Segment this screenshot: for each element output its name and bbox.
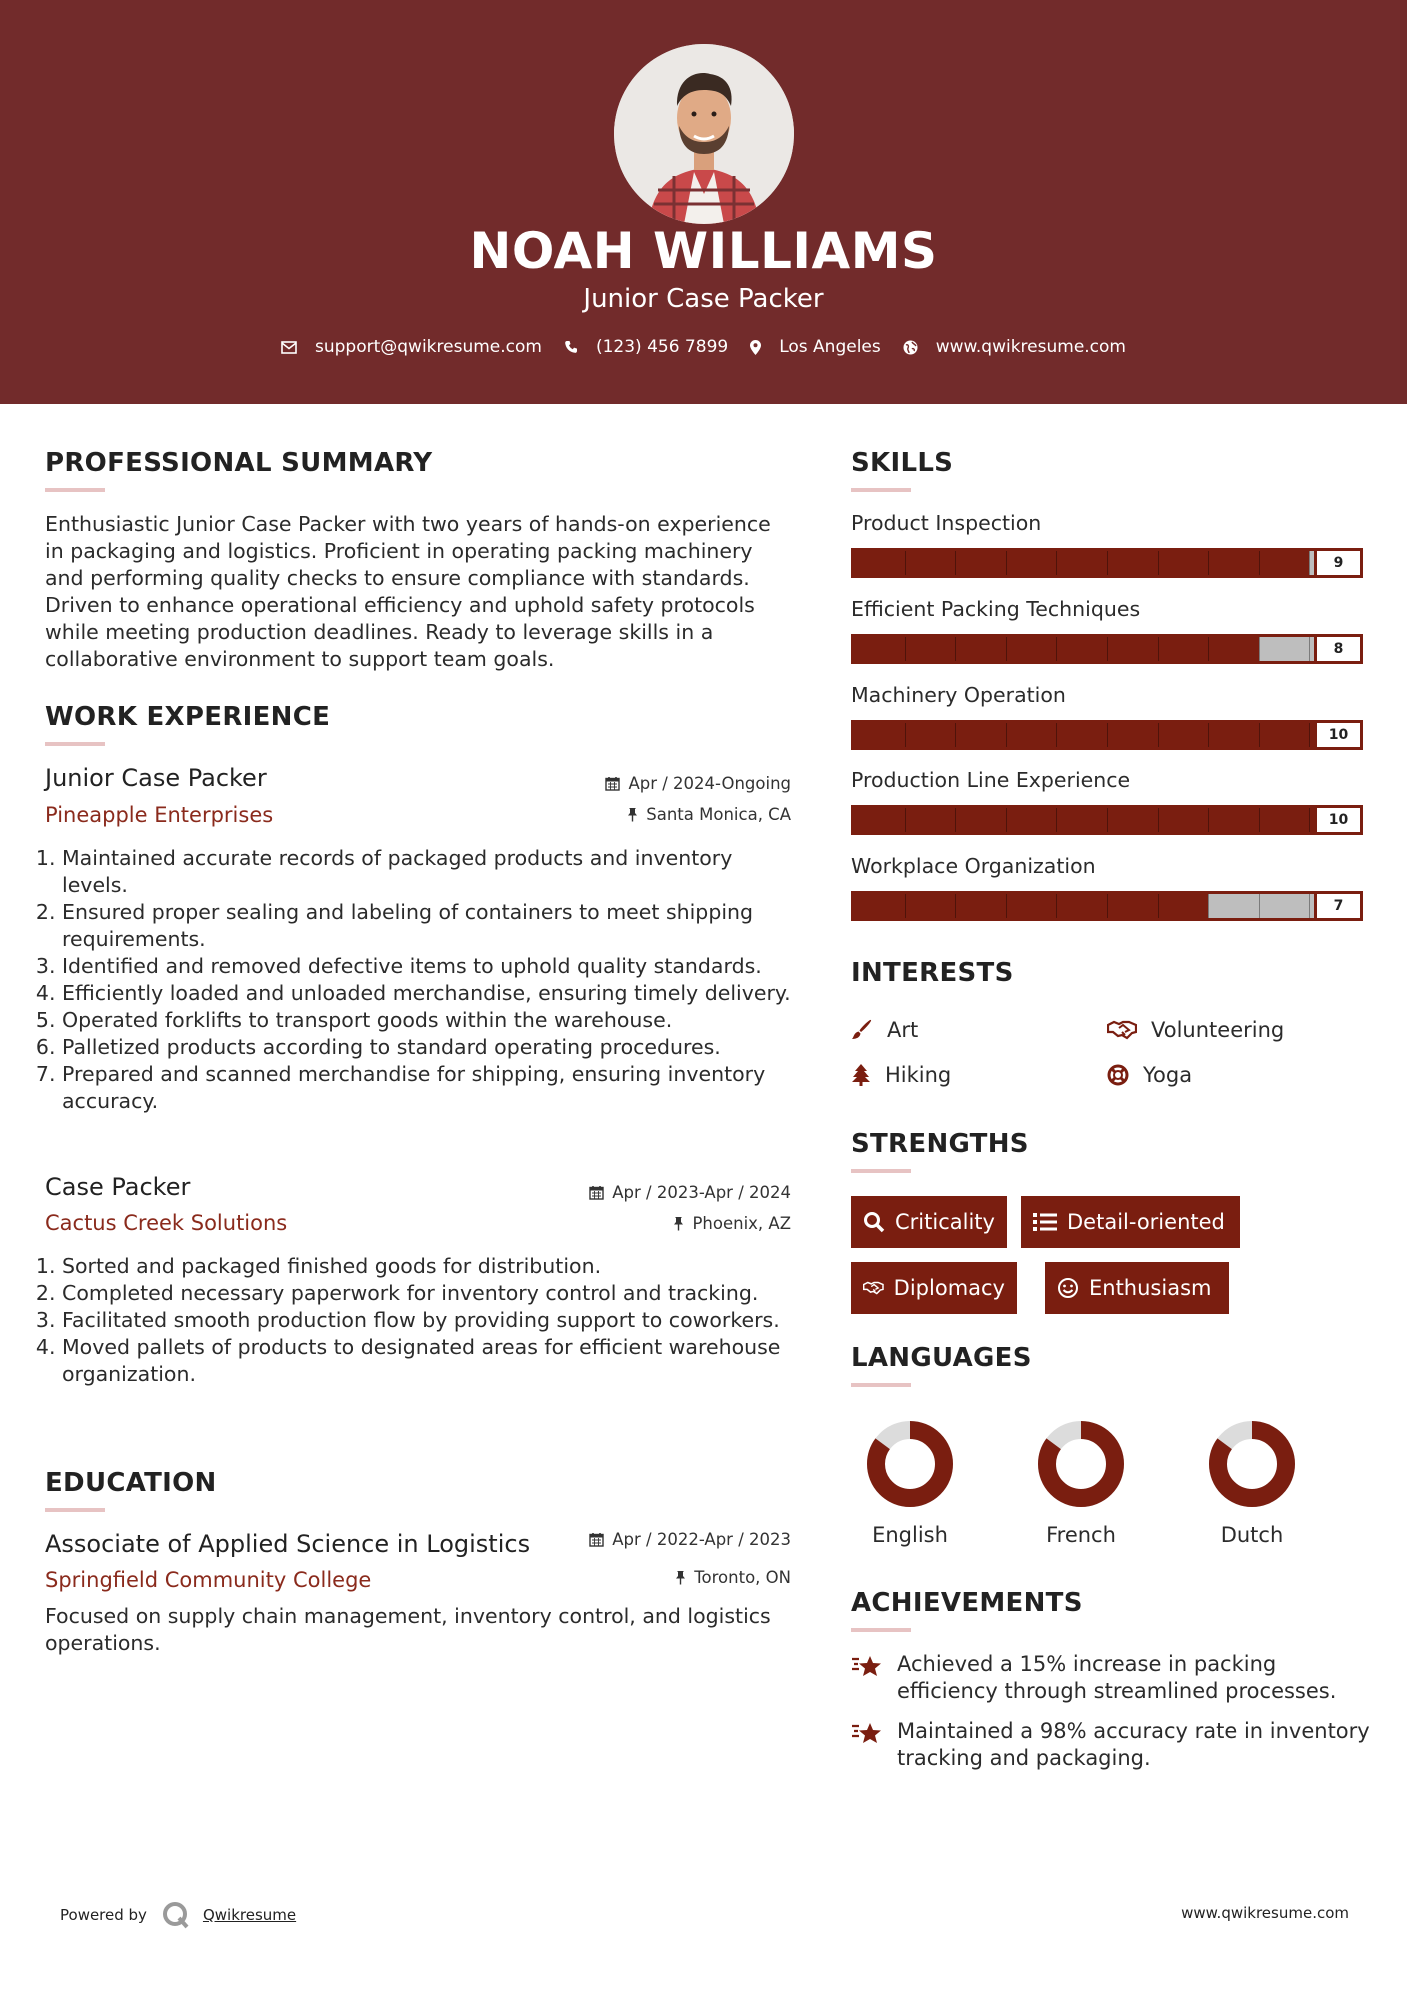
calendar-icon	[605, 776, 620, 791]
handshake-icon	[863, 1278, 884, 1298]
skill-bar-divider	[1259, 637, 1260, 661]
candidate-name: NOAH WILLIAMS	[469, 222, 938, 280]
list-item: 2. Ensured proper sealing and labeling of containers to meet shipping requirements.	[62, 899, 795, 953]
job-duties-list	[45, 1253, 795, 1388]
job-date-text: Apr / 2024-Ongoing	[628, 774, 791, 793]
skill-bar-divider	[905, 808, 906, 832]
interest-art	[851, 1018, 918, 1042]
skill-name: Workplace Organization	[851, 854, 1096, 878]
skill-bar-divider	[1056, 551, 1057, 575]
envelope-icon	[281, 341, 297, 354]
school-name: Springfield Community College	[45, 1568, 372, 1592]
degree-title: Associate of Applied Science in Logistics	[45, 1530, 531, 1558]
language-level-donut	[1037, 1420, 1125, 1508]
languages-heading: LANGUAGES	[851, 1343, 1032, 1373]
skill-name: Product Inspection	[851, 511, 1042, 535]
skill-name: Production Line Experience	[851, 768, 1131, 792]
skill-bar-divider	[1006, 637, 1007, 661]
summary-line: while meeting production deadlines. Ready to leverage skills in a	[45, 620, 714, 644]
award-star-icon	[851, 1653, 885, 1679]
achievements-heading: ACHIEVEMENTS	[851, 1588, 1083, 1618]
skill-bar-divider	[1208, 551, 1209, 575]
skill-bar	[851, 548, 1363, 578]
skills-underline	[851, 488, 911, 492]
strength-label: Detail-oriented	[1067, 1210, 1225, 1234]
lifebuoy-icon	[1107, 1064, 1129, 1086]
achievement-item	[851, 1718, 1370, 1772]
list-item: 1. Maintained accurate records of packaged products and inventory levels.	[62, 845, 795, 899]
skill-bar-divider	[1208, 637, 1209, 661]
list-item: 4. Moved pallets of products to designated areas for efficient warehouse organization.	[62, 1334, 795, 1388]
job-date	[605, 774, 791, 793]
summary-heading: PROFESSIONAL SUMMARY	[45, 448, 433, 478]
experience-underline	[45, 742, 105, 746]
skill-bar-divider	[1006, 808, 1007, 832]
skill-bar-divider	[905, 637, 906, 661]
strength-detail-oriented	[1021, 1196, 1240, 1248]
job-date-text: Apr / 2023-Apr / 2024	[612, 1183, 791, 1202]
job-location-text: Phoenix, AZ	[692, 1214, 791, 1233]
skill-bar-divider	[1107, 723, 1108, 747]
map-pin-icon	[750, 340, 761, 355]
job-location	[673, 1214, 791, 1233]
skill-bar-divider	[1309, 637, 1310, 661]
skill-bar-divider	[1006, 723, 1007, 747]
strengths-heading: STRENGTHS	[851, 1129, 1029, 1159]
strength-diplomacy	[851, 1262, 1017, 1314]
email-text: support@qwikresume.com	[315, 337, 542, 357]
list-item: 3. Identified and removed defective items to uphold quality standards.	[62, 953, 795, 980]
achievements-underline	[851, 1628, 911, 1632]
skill-bar-divider	[1208, 723, 1209, 747]
interest-hiking	[851, 1063, 951, 1087]
skill-bar	[851, 805, 1363, 835]
summary-underline	[45, 488, 105, 492]
education-location	[675, 1568, 791, 1587]
skill-bar-divider	[1056, 808, 1057, 832]
skill-bar-divider	[1107, 551, 1108, 575]
skill-bar-divider	[1208, 808, 1209, 832]
list-item: 1. Sorted and packaged finished goods for distribution.	[62, 1253, 795, 1280]
skill-value: 10	[1314, 723, 1360, 747]
skill-bar-divider	[1006, 894, 1007, 918]
strength-enthusiasm	[1045, 1262, 1229, 1314]
education-description	[45, 1603, 805, 1657]
strength-label: Criticality	[895, 1210, 995, 1234]
education-line: operations.	[45, 1631, 161, 1655]
language-name: French	[1046, 1523, 1116, 1547]
skill-bar-divider	[955, 637, 956, 661]
skill-bar-divider	[1006, 551, 1007, 575]
job-location	[627, 805, 791, 824]
location-text: Los Angeles	[779, 337, 881, 357]
interests-heading: INTERESTS	[851, 958, 1014, 988]
skill-name: Efficient Packing Techniques	[851, 597, 1141, 621]
skill-bar-divider	[1107, 637, 1108, 661]
candidate-title: Junior Case Packer	[583, 284, 824, 314]
calendar-icon	[589, 1532, 604, 1547]
skill-bar	[851, 634, 1363, 664]
interest-yoga	[1107, 1063, 1192, 1087]
list-item: 7. Prepared and scanned merchandise for shipping, ensuring inventory accuracy.	[62, 1061, 795, 1115]
award-star-icon	[851, 1720, 885, 1746]
phone-text: (123) 456 7899	[595, 337, 729, 357]
skill-bar-divider	[905, 894, 906, 918]
skill-bar-divider	[1158, 808, 1159, 832]
website-text: www.qwikresume.com	[935, 337, 1126, 357]
skill-bar-divider	[1107, 808, 1108, 832]
education-location-text: Toronto, ON	[694, 1568, 791, 1587]
skill-bar-divider	[1309, 808, 1310, 832]
skill-bar	[851, 891, 1363, 921]
skill-bar-divider	[1259, 551, 1260, 575]
skill-bar-fill	[854, 551, 1309, 575]
job-duties-list	[45, 845, 795, 1115]
contact-bar	[0, 337, 1407, 357]
powered-by	[60, 1900, 296, 1930]
skill-value: 7	[1314, 894, 1360, 918]
interest-label: Volunteering	[1151, 1018, 1285, 1042]
language-level-donut	[866, 1420, 954, 1508]
skill-bar-divider	[1208, 894, 1209, 918]
summary-text	[45, 511, 805, 673]
skill-bar-divider	[955, 894, 956, 918]
strengths-underline	[851, 1169, 911, 1173]
education-underline	[45, 1508, 105, 1512]
skill-bar-divider	[1158, 637, 1159, 661]
footer-url[interactable]: www.qwikresume.com	[1181, 1904, 1349, 1922]
skill-bar-divider	[1259, 894, 1260, 918]
list-item: 6. Palletized products according to standard operating procedures.	[62, 1034, 795, 1061]
skill-bar-divider	[1158, 723, 1159, 747]
summary-line: collaborative environment to support team goals.	[45, 647, 555, 671]
skill-value: 10	[1314, 808, 1360, 832]
summary-line: Driven to enhance operational efficiency and uphold safety protocols	[45, 593, 755, 617]
language-name: Dutch	[1220, 1523, 1284, 1547]
interest-volunteering	[1107, 1018, 1284, 1042]
skill-bar-divider	[955, 551, 956, 575]
skill-bar-divider	[905, 551, 906, 575]
experience-heading: WORK EXPERIENCE	[45, 702, 331, 732]
list-icon	[1033, 1212, 1057, 1232]
achievement-line: tracking and packaging.	[897, 1746, 1151, 1770]
education-date	[589, 1530, 791, 1549]
education-heading: EDUCATION	[45, 1468, 217, 1498]
skill-name: Machinery Operation	[851, 683, 1066, 707]
job-title: Case Packer	[45, 1173, 191, 1201]
strength-criticality	[851, 1196, 1007, 1248]
skill-value: 9	[1314, 551, 1360, 575]
contact-website[interactable]	[903, 337, 1126, 357]
summary-line: in packaging and logistics. Proficient in operating packing machinery	[45, 539, 753, 563]
interest-label: Yoga	[1143, 1063, 1193, 1087]
paintbrush-icon	[851, 1019, 873, 1041]
list-item: 2. Completed necessary paperwork for inventory control and tracking.	[62, 1280, 795, 1307]
profile-photo	[614, 44, 794, 224]
summary-line: Enthusiastic Junior Case Packer with two years of hands-on experience	[45, 512, 771, 536]
contact-phone[interactable]	[564, 337, 728, 357]
skill-bar-divider	[1259, 808, 1260, 832]
smile-icon	[1057, 1277, 1079, 1299]
strength-label: Diplomacy	[893, 1276, 1005, 1300]
pin-icon	[675, 1570, 686, 1585]
achievement-line: Maintained a 98% accuracy rate in inventory	[897, 1719, 1370, 1743]
powered-by-text: Powered by	[60, 1906, 147, 1924]
search-icon	[863, 1211, 885, 1233]
skills-heading: SKILLS	[851, 448, 954, 478]
strength-label: Enthusiasm	[1089, 1276, 1212, 1300]
education-date-text: Apr / 2022-Apr / 2023	[612, 1530, 791, 1549]
skill-bar-divider	[955, 723, 956, 747]
qwikresume-logo-icon	[161, 1900, 191, 1930]
list-item: 3. Facilitated smooth production flow by providing support to coworkers.	[62, 1307, 795, 1334]
list-item: 5. Operated forklifts to transport goods within the warehouse.	[62, 1007, 795, 1034]
interest-label: Art	[887, 1018, 919, 1042]
brand-link[interactable]: Qwikresume	[202, 1906, 297, 1924]
contact-email[interactable]	[281, 337, 542, 357]
company-name: Cactus Creek Solutions	[45, 1211, 288, 1235]
achievement-item	[851, 1651, 1336, 1705]
skill-bar-divider	[1259, 723, 1260, 747]
skill-bar	[851, 720, 1363, 750]
skill-bar-divider	[905, 723, 906, 747]
skill-value: 8	[1314, 637, 1360, 661]
skill-bar-divider	[1107, 894, 1108, 918]
pin-icon	[673, 1216, 684, 1231]
language-name: English	[872, 1523, 948, 1547]
interest-label: Hiking	[885, 1063, 952, 1087]
pin-icon	[627, 807, 638, 822]
skill-bar-divider	[1056, 637, 1057, 661]
skill-bar-divider	[1309, 551, 1310, 575]
skill-bar-divider	[1056, 894, 1057, 918]
list-item: 4. Efficiently loaded and unloaded merchandise, ensuring timely delivery.	[62, 980, 795, 1007]
skill-bar-fill	[854, 894, 1208, 918]
globe-icon	[903, 340, 918, 355]
language-level-donut	[1208, 1420, 1296, 1508]
job-title: Junior Case Packer	[45, 764, 267, 792]
achievement-line: efficiency through streamlined processes.	[897, 1679, 1337, 1703]
tree-icon	[851, 1064, 871, 1086]
contact-location	[750, 337, 881, 357]
handshake-icon	[1107, 1020, 1137, 1040]
calendar-icon	[589, 1185, 604, 1200]
skill-bar-divider	[1056, 723, 1057, 747]
resume-header	[0, 0, 1407, 404]
education-line: Focused on supply chain management, inventory control, and logistics	[45, 1604, 771, 1628]
phone-icon	[564, 340, 578, 354]
job-location-text: Santa Monica, CA	[646, 805, 791, 824]
skill-bar-divider	[955, 808, 956, 832]
languages-underline	[851, 1383, 911, 1387]
skill-bar-divider	[1309, 894, 1310, 918]
summary-line: and performing quality checks to ensure compliance with standards.	[45, 566, 750, 590]
skill-bar-divider	[1158, 894, 1159, 918]
company-name: Pineapple Enterprises	[45, 803, 274, 827]
skill-bar-divider	[1158, 551, 1159, 575]
skill-bar-divider	[1309, 723, 1310, 747]
job-date	[589, 1183, 791, 1202]
achievement-line: Achieved a 15% increase in packing	[897, 1652, 1277, 1676]
